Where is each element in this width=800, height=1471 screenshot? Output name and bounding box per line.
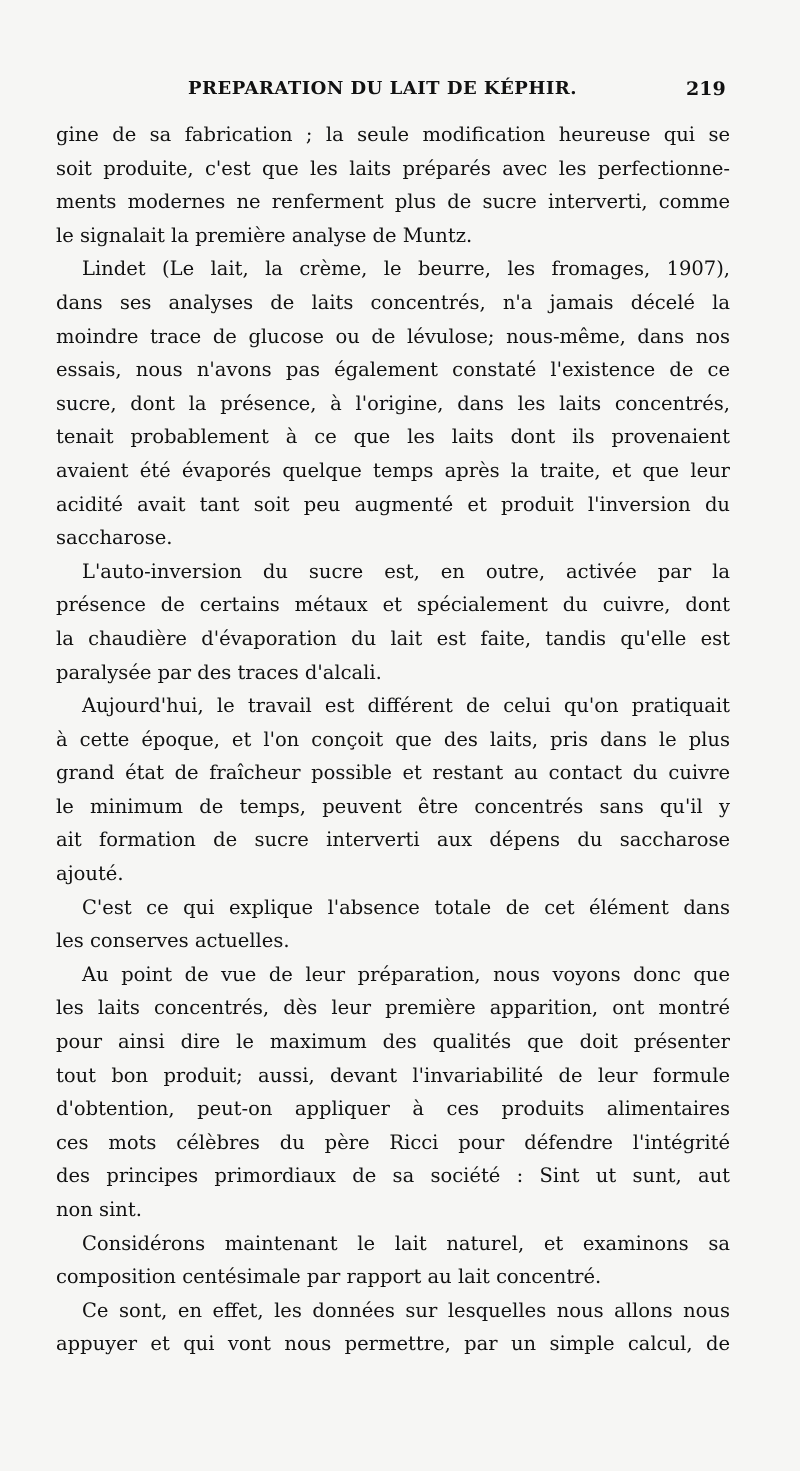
running-title: PREPARATION DU LAIT DE KÉPHIR. [188,78,577,99]
text-line: la chaudière d'évaporation du lait est faite, tandis qu'elle est [56,626,730,650]
text-line: Lindet (Le lait, la crème, le beurre, les fromages, 1907), [82,257,730,281]
text-line: présence de certains métaux et spécialement du cuivre, dont [56,593,730,617]
text-line: non sint. [56,1198,142,1221]
text-line: L'auto-inversion du sucre est, en outre, activée par la [82,559,730,583]
text-line: ait formation de sucre interverti aux dépens du saccharose [56,828,730,852]
text-line: des principes primordiaux de sa société : Sint ut sunt, aut [56,1164,730,1188]
text-line: tout bon produit; aussi, devant l'invariabilité de leur formule [56,1063,730,1087]
body-text [56,118,730,1361]
text-line: avaient été évaporés quelque temps après la traite, et que leur [56,458,730,482]
text-line: dans ses analyses de laits concentrés, n'a jamais décelé la [56,290,730,314]
text-line: Ce sont, en effet, les données sur lesquelles nous allons nous [82,1298,730,1322]
text-line: grand état de fraîcheur possible et restant au contact du cuivre [56,761,730,785]
text-line: soit produite, c'est que les laits préparés avec les perfectionne- [56,156,730,180]
text-line: les conserves actuelles. [56,929,290,953]
text-line: sucre, dont la présence, à l'origine, dans les laits concentrés, [56,391,730,415]
text-line: essais, nous n'avons pas également constaté l'existence de ce [56,358,730,382]
text-line: saccharose. [56,526,173,550]
text-line: paralysée par des traces d'alcali. [56,660,382,684]
text-line: ces mots célèbres du père Ricci pour défendre l'intégrité [56,1130,730,1154]
text-line: le minimum de temps, peuvent être concentrés sans qu'il y [56,794,730,818]
text-line: gine de sa fabrication ; la seule modification heureuse qui se [56,123,730,146]
text-line: à cette époque, et l'on conçoit que des laits, pris dans le plus [56,727,730,751]
text-line: appuyer et qui vont nous permettre, par un simple calcul, de [56,1332,730,1356]
text-line: ajouté. [56,862,124,886]
text-line: les laits concentrés, dès leur première apparition, ont montré [56,996,730,1020]
page-number: 219 [686,78,726,100]
text-line: Considérons maintenant le lait naturel, et examinons sa [82,1231,730,1255]
text-line: moindre trace de glucose ou de lévulose; nous-même, dans nos [56,324,730,348]
text-line: Aujourd'hui, le travail est différent de celui qu'on pratiquait [82,694,730,718]
text-line: acidité avait tant soit peu augmenté et produit l'inversion du [56,492,730,516]
running-head [0,78,800,108]
text-line: composition centésimale par rapport au lait concentré. [56,1265,602,1289]
text-line: d'obtention, peut-on appliquer à ces produits alimentaires [56,1097,730,1121]
text-line: ments modernes ne renferment plus de sucre interverti, comme [56,190,730,214]
text-line: pour ainsi dire le maximum des qualités que doit présenter [56,1030,730,1054]
text-line: tenait probablement à ce que les laits dont ils provenaient [56,425,730,449]
text-line: le signalait la première analyse de Muntz. [56,223,473,247]
text-line: Au point de vue de leur préparation, nous voyons donc que [82,962,730,986]
text-line: C'est ce qui explique l'absence totale de cet élément dans [82,895,730,919]
